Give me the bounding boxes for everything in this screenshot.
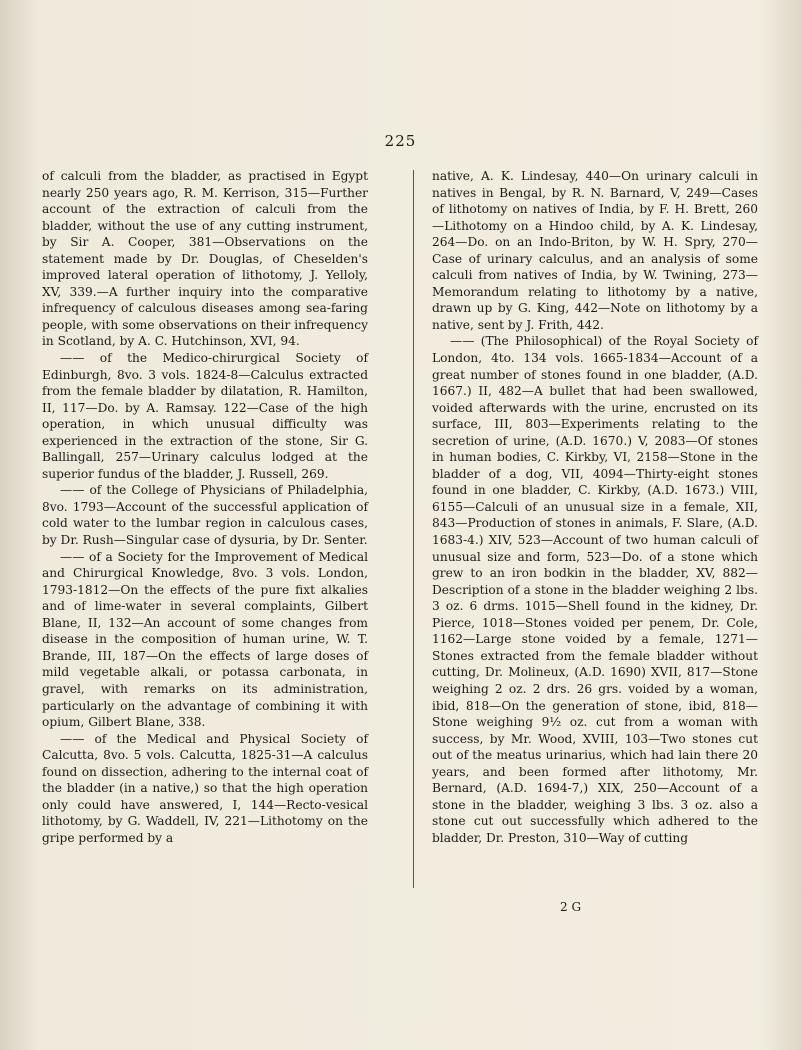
signature-mark: 2 G xyxy=(560,900,582,914)
right-column xyxy=(432,168,758,846)
paragraph: native, A. K. Lindesay, 440—On urinary calculi in natives in Bengal, by R. N. Barnard, V, 249—Cases of lithotomy on natives of India, by F. H. Brett, 260—Lithotomy on a Hindoo child, by A. K. Lindesay, 264—Do. on an Indo-Briton, by W. H. Spry, 270—Case of urinary calculus, and an analysis of some calculi from natives of India, by W. Twining, 273—Memorandum relating to lithotomy by a native, drawn up by G. King, 442—Note on lithotomy by a native, sent by J. Frith, 442. xyxy=(432,169,758,332)
paragraph: —— of the Medico-chirurgical Society of Edinburgh, 8vo. 3 vols. 1824-8—Calculus extracted from the female bladder by dilatation, R. Hamilton, II, 117—Do. by A. Ramsay. 122—Case of the high operation, in which unusual difficulty was experienced in the extraction of the stone, Sir G. Ballingall, 257—Urinary calculus lodged at the superior fundus of the bladder, J. Russell, 269. xyxy=(42,351,368,481)
paragraph: —— of the Medical and Physical Society of Calcutta, 8vo. 5 vols. Calcutta, 1825-31—A calculus found on dissection, adhering to the internal coat of the bladder (in a native,) so that the high operation only could have answered, I, 144—Recto-vesical lithotomy, by G. Waddell, IV, 221—Lithotomy on the gripe performed by a xyxy=(42,731,368,845)
paragraph: —— of a Society for the Improvement of Medical and Chirurgical Knowledge, 8vo. 3 vols. London, 1793-1812—On the effects of the pure fixt alkalies and of lime-water in several complaints, Gilbert Blane, II, 132—An account of some changes from disease in the composition of human urine, W. T. Brande, III, 187—On the effects of large doses of mild vegetable alkali, or potassa carbonata, in gravel, with remarks on its administration, particularly on the advantage of combining it with opium, Gilbert Blane, 338. xyxy=(42,549,368,730)
paragraph: of calculi from the bladder, as practised in Egypt nearly 250 years ago, R. M. Kerrison, 315—Further account of the extraction of calculi from the bladder, without the use of any cutting instrument, by Sir A. Cooper, 381—Observations on the statement made by Dr. Douglas, of Cheselden's improved lateral operation of lithotomy, J. Yelloly, XV, 339.—A further inquiry into the comparative infrequency of calculous diseases among sea-faring people, with some observations on their infrequency in Scotland, by A. C. Hutchinson, XVI, 94. xyxy=(42,169,368,349)
paragraph: —— (The Philosophical) of the Royal Society of London, 4to. 134 vols. 1665-1834—Account of a great number of stones found in one bladder, (A.D. 1667.) II, 482—A bullet that had been swallowed, voided afterwards with the urine, encrusted on its surface, III, 803—Experiments relating to the secretion of urine, (A.D. 1670.) V, 2083—Of stones in human bodies, C. Kirkby, VI, 2158—Stone in the bladder of a dog, VII, 4094—Thirty-eight stones found in one bladder, C. Kirkby, (A.D. 1673.) VIII, 6155—Calculi of an unusual size in a female, XII, 843—Production of stones in animals, F. Slare, (A.D. 1683-4.) XIV, 523—Account of two human calculi of unusual size and form, 523—Do. of a stone which grew to an iron bodkin in the bladder, XV, 882—Description of a stone in the bladder weighing 2 lbs. 3 oz. 6 drms. 1015—Shell found in the kidney, Dr. Pierce, 1018—Stones voided per penem, Dr. Cole, 1162—Large stone voided by a female, 1271—Stones extracted from the female bladder without cutting, Dr. Molineux, (A.D. 1690) XVII, 817—Stone weighing 2 oz. 2 drs. 26 grs. voided by a woman, ibid, 818—On the generation of stone, ibid, 818—Stone weighing 9½ oz. cut from a woman with success, by Mr. Wood, XVIII, 103—Two stones cut out of the meatus urinarius, which had lain there 20 years, and been formed after lithotomy, Mr. Bernard, (A.D. 1694-7,) XIX, 250—Account of a stone in the bladder, weighing 3 lbs. 3 oz. also a stone cut out successfully which adhered to the bladder, Dr. Preston, 310—Way of cutting xyxy=(432,334,758,845)
left-column xyxy=(42,168,368,846)
column-divider xyxy=(413,170,414,888)
page-number: 225 xyxy=(384,132,417,150)
paragraph: —— of the College of Physicians of Philadelphia, 8vo. 1793—Account of the successful application of cold water to the lumbar region in calculous cases, by Dr. Rush—Singular case of dysuria, by Dr. Senter. xyxy=(42,483,368,548)
